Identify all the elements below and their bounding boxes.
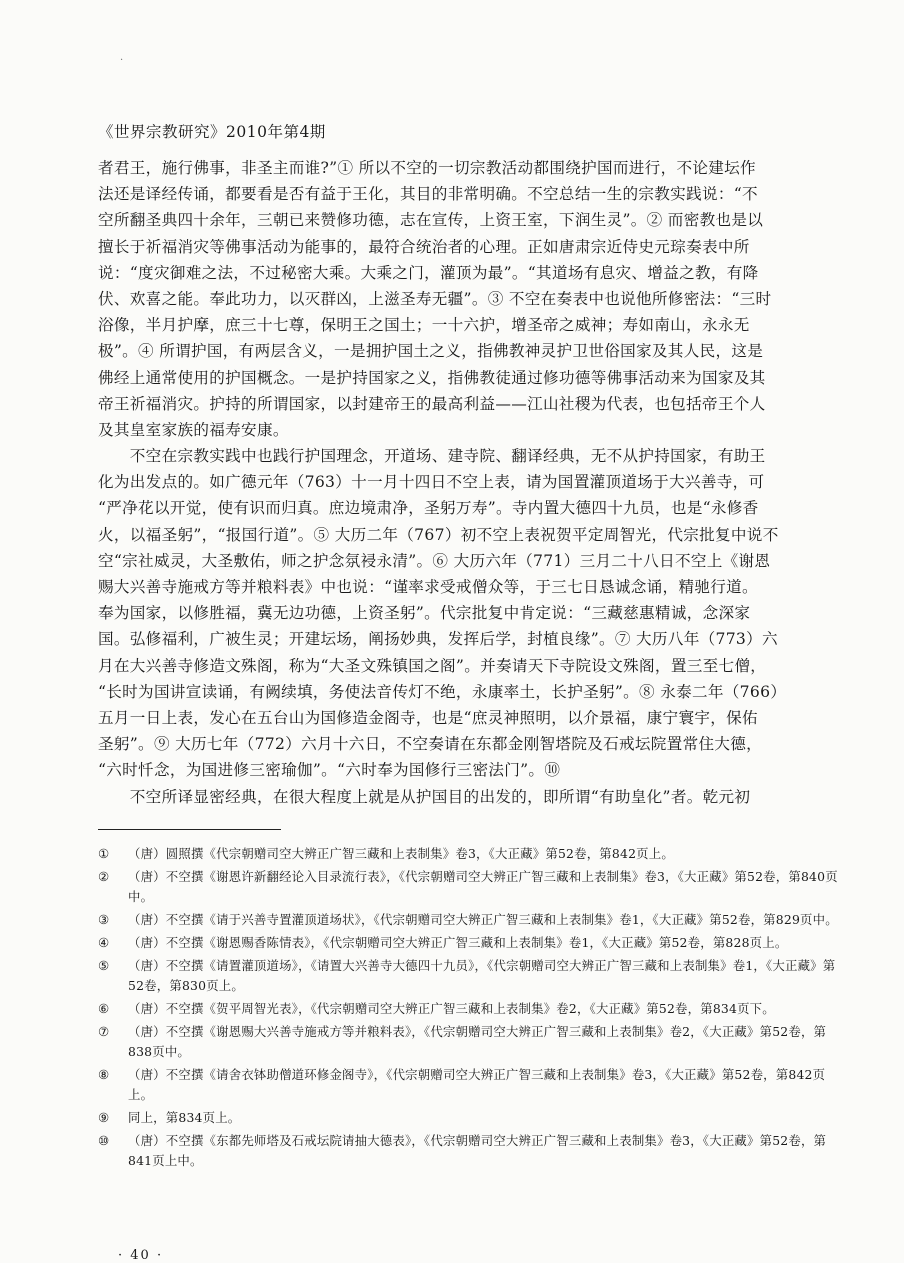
body-line: 月在大兴善寺修造文殊阁，称为“大圣文殊镇国之阁”。并奏请天下寺院设文殊阁，置三至七僧， bbox=[98, 656, 767, 675]
footnote-mark: ③ bbox=[98, 912, 110, 927]
footnote-text: （唐）不空撰《请于兴善寺置灌顶道场状》，《代宗朝赠司空大辨正广智三藏和上表制集》卷1，《大正藏》第52卷，第829页中。 bbox=[128, 912, 838, 927]
page-number: · 40 · bbox=[118, 1248, 164, 1263]
body-line: 赐大兴善寺施戒方等并粮料表》中也说：“谨率求受戒僧众等，于三七日恳诚念诵，精驰行道。 bbox=[98, 578, 758, 596]
footnote-item bbox=[98, 1131, 838, 1171]
top-mark: · bbox=[120, 55, 124, 66]
footnote-mark: ④ bbox=[98, 935, 110, 950]
footnote-item bbox=[98, 956, 838, 996]
footnote-item bbox=[98, 1065, 838, 1105]
footnote-text: 同上，第834页上。 bbox=[128, 1110, 241, 1125]
body-line: “六时忏念，为国进修三密瑜伽”。“六时奉为国修行三密法门”。⑩ bbox=[98, 761, 561, 780]
footnote-mark: ① bbox=[98, 846, 110, 861]
body-line: 浴像，半月护摩，庶三十七尊，保明王之国土；一十六护，增圣帝之威神；寿如南山，永永无 bbox=[98, 316, 750, 335]
body-line: 法还是译经传诵，都要看是否有益于王化，其目的非常明确。不空总结一生的宗教实践说：“不 bbox=[98, 185, 758, 204]
footnote-mark: ⑥ bbox=[98, 1001, 110, 1016]
footnote-text: （唐）不空撰《谢恩赐大兴善寺施戒方等并粮料表》，《代宗朝赠司空大辨正广智三藏和上表制集》卷2，《大正藏》第52卷，第838页中。 bbox=[128, 1024, 827, 1059]
footnote-mark: ⑦ bbox=[98, 1024, 110, 1039]
footnote-mark: ⑩ bbox=[98, 1133, 110, 1148]
body-line: 圣躬”。⑨ 大历七年（772）六月十六日，不空奏请在东都金刚智塔院及石戒坛院置常住大德， bbox=[98, 735, 763, 754]
footnote-text: （唐）不空撰《请置灌顶道场》，《请置大兴善寺大德四十九员》，《代宗朝赠司空大辨正广智三藏和上表制集》卷1，《大正藏》第52卷，第830页上。 bbox=[128, 958, 836, 993]
body-line: “严净花以开觉，使有识而归真。庶边境肃净，圣躬万寿”。寺内置大德四十九员，也是“永修香 bbox=[98, 499, 759, 518]
body-line: 说：“度灾御难之法，不过秘密大乘。大乘之门，灌顶为最”。“其道场有息灾、增益之教，有降 bbox=[98, 263, 759, 282]
footnote-text: （唐）不空撰《谢恩赐香陈情表》，《代宗朝赠司空大辨正广智三藏和上表制集》卷1，《大正藏》第52卷，第828页上。 bbox=[128, 935, 788, 950]
body-line: 佛经上通常使用的护国概念。一是护持国家之义，指佛教徒通过修功德等佛事活动来为国家及其 bbox=[98, 368, 766, 387]
footnote-mark: ⑤ bbox=[98, 958, 110, 973]
body-line: 空所翻圣典四十余年，三朝已来赞修功德，志在宣传，上资王室，下润生灵”。② 而密教也是以 bbox=[98, 211, 764, 230]
body-line: 帝王祈福消灾。护持的所谓国家，以封建帝王的最高利益——江山社稷为代表，也包括帝王个人 bbox=[98, 394, 766, 413]
footnote-item bbox=[98, 1022, 838, 1062]
footnote-text: （唐）不空撰《东都先师塔及石戒坛院请抽大德表》，《代宗朝赠司空大辨正广智三藏和上表制集》卷3，《大正藏》第52卷，第841页上中。 bbox=[128, 1133, 827, 1168]
body-line: 国。弘修福利，广被生灵；开建坛场，阐扬妙典，发挥后学，封植良缘”。⑦ 大历八年（773）六 bbox=[98, 630, 778, 649]
body-line: “长时为国讲宣读诵，有阙续填，务使法音传灯不绝，永康率土，长护圣躬”。⑧ 永泰二年（766） bbox=[98, 682, 787, 701]
body-line: 不空所译显密经典，在很大程度上就是从护国目的出发的，即所谓“有助皇化”者。乾元初 bbox=[98, 787, 751, 806]
body-line: 者君王，施行佛事，非圣主而谁?”① 所以不空的一切宗教活动都围绕护国而进行，不论建坛作 bbox=[98, 159, 756, 177]
body-line: 及其皇室家族的福寿安康。 bbox=[98, 420, 289, 439]
body-line: 极”。④ 所谓护国，有两层含义，一是拥护国土之义，指佛教神灵护卫世俗国家及其人民，这是 bbox=[98, 342, 764, 361]
footnote-item bbox=[98, 999, 838, 1019]
body-line: 火，以福圣躬”，“报国行道”。⑤ 大历二年（767）初不空上表祝贺平定周智光，代宗批复中说不 bbox=[98, 525, 779, 544]
journal-header: 《世界宗教研究》2010年第4期 bbox=[98, 123, 326, 141]
body-line: 空“宗社威灵，大圣敷佑，师之护念氛祲永清”。⑥ 大历六年（771）三月二十八日不空上《谢恩 bbox=[98, 551, 771, 570]
body-line: 不空在宗教实践中也践行护国理念，开道场、建寺院、翻译经典，无不从护持国家，有助王 bbox=[98, 447, 766, 466]
footnote-text: （唐）不空撰《贺平周智光表》，《代宗朝赠司空大辨正广智三藏和上表制集》卷2，《大正藏》第52卷，第834页下。 bbox=[128, 1001, 775, 1016]
footnote-item bbox=[98, 933, 838, 953]
footnote-mark: ⑧ bbox=[98, 1067, 110, 1082]
body-text bbox=[98, 155, 833, 810]
footnote-item bbox=[98, 910, 838, 930]
footnote-mark: ② bbox=[98, 869, 110, 884]
body-line: 擅长于祈福消灾等佛事活动为能事的，最符合统治者的心理。正如唐肃宗近侍史元琮奏表中所 bbox=[98, 237, 750, 256]
footnote-item bbox=[98, 867, 838, 907]
body-line: 奉为国家，以修胜福，冀无边功德，上资圣躬”。代宗批复中肯定说：“三藏慈惠精诚，念深家 bbox=[98, 604, 751, 623]
footnote-item bbox=[98, 844, 838, 864]
footnote-item bbox=[98, 1108, 838, 1128]
footnotes bbox=[98, 844, 838, 1174]
footnote-text: （唐）不空撰《谢恩许新翻经论入目录流行表》，《代宗朝赠司空大辨正广智三藏和上表制集》卷3，《大正藏》第52卷，第840页中。 bbox=[128, 869, 838, 904]
body-line: 化为出发点的。如广德元年（763）十一月十四日不空上表，请为国置灌顶道场于大兴善寺，可 bbox=[98, 473, 765, 492]
footnote-text: （唐）不空撰《请舍衣钵助僧道环修金阁寺》，《代宗朝赠司空大辨正广智三藏和上表制集》卷3，《大正藏》第52卷，第842页上。 bbox=[128, 1067, 826, 1102]
body-line: 伏、欢喜之能。奉此功力，以灭群凶，上滋圣寿无疆”。③ 不空在奏表中也说他所修密法：“三时 bbox=[98, 289, 772, 308]
footnote-text: （唐）圆照撰《代宗朝赠司空大辨正广智三藏和上表制集》卷3，《大正藏》第52卷，第842页上。 bbox=[128, 846, 674, 861]
body-line: 五月一日上表，发心在五台山为国修造金阁寺，也是“庶灵神照明，以介景福，康宁寰宇，保佑 bbox=[98, 708, 758, 727]
footnote-mark: ⑨ bbox=[98, 1110, 110, 1125]
footnote-divider bbox=[98, 829, 281, 830]
